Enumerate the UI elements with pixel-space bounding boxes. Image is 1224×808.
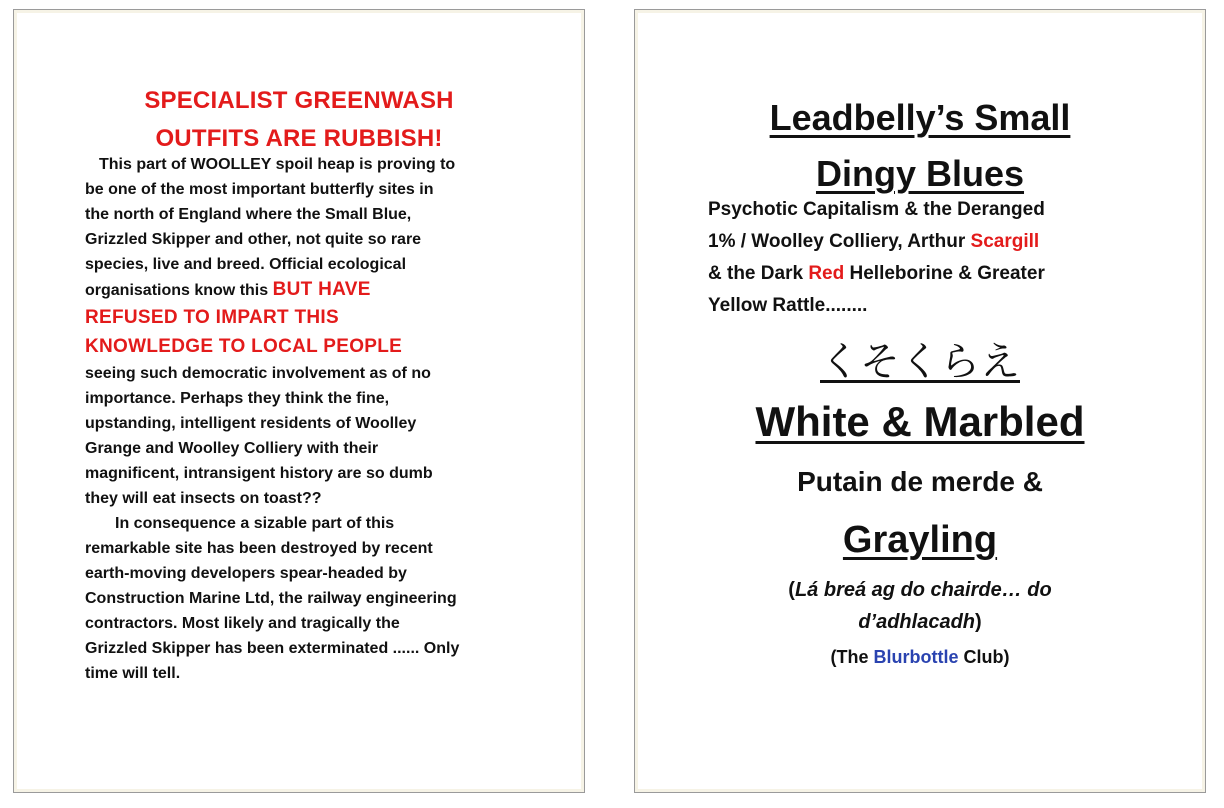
left-title xyxy=(14,82,584,158)
red-word: Red xyxy=(808,263,845,284)
grayling-text: Grayling xyxy=(842,519,998,561)
right-para-text: & the Dark xyxy=(708,263,809,284)
grayling-heading xyxy=(635,512,1205,568)
white-marbled-heading xyxy=(635,392,1205,452)
blurbottle-blue-word: Blurbottle xyxy=(873,647,959,667)
white-marbled-text: White & Marbled xyxy=(755,398,1085,445)
putain-heading: Putain de merde & xyxy=(797,466,1043,497)
para1-tail-plain: organisations know this xyxy=(85,282,273,299)
para1-rest-line: seeing such democratic involvement as of no xyxy=(85,365,431,382)
para1-rest-line: magnificent, intransigent history are so dumb xyxy=(85,465,433,482)
para1-line: be one of the most important butterfly sites in xyxy=(85,181,434,198)
japanese-heading xyxy=(635,332,1205,392)
para1-line: the north of England where the Small Blue, xyxy=(85,206,412,223)
right-title-line2: Dingy Blues xyxy=(815,153,1025,194)
red-line: KNOWLEDGE TO LOCAL PEOPLE xyxy=(85,336,403,357)
left-page xyxy=(13,9,585,793)
right-para-line: Psychotic Capitalism & the Deranged xyxy=(708,199,1045,220)
left-title-line2: OUTFITS ARE RUBBISH! xyxy=(155,125,443,152)
para1-line xyxy=(85,277,515,303)
para1-rest-line: importance. Perhaps they think the fine, xyxy=(85,390,390,407)
para2-line: remarkable site has been destroyed by recent xyxy=(85,540,433,557)
japanese-text: くそくらえ xyxy=(820,339,1020,385)
left-title-line1: SPECIALIST GREENWASH xyxy=(144,87,454,114)
right-paragraph xyxy=(708,194,1138,322)
right-para-text: Helleborine & Greater xyxy=(844,263,1045,284)
para2-line: In consequence a sizable part of this xyxy=(115,515,395,532)
para1-rest-line: Grange and Woolley Colliery with their xyxy=(85,440,379,457)
right-title xyxy=(635,90,1205,202)
right-para-line xyxy=(708,226,1138,258)
para2-line: Grizzled Skipper has been exterminated ...... Only xyxy=(85,640,460,657)
irish-close-paren: ) xyxy=(975,611,982,633)
irish-italic-2: d’adhlacadh xyxy=(858,611,976,633)
left-body-text xyxy=(85,152,515,686)
para1-tail-red: BUT HAVE xyxy=(272,279,371,300)
para1-rest-line: upstanding, intelligent residents of Woolley xyxy=(85,415,417,432)
para1-rest-line: they will eat insects on toast?? xyxy=(85,490,322,507)
irish-open-paren: ( xyxy=(788,579,795,601)
para1-line: species, live and breed. Official ecological xyxy=(85,256,407,273)
right-para-line: Yellow Rattle........ xyxy=(708,295,868,316)
club-close: Club) xyxy=(958,647,1010,667)
club-open: (The xyxy=(830,647,874,667)
right-page xyxy=(634,9,1206,793)
scargill-red-word: Scargill xyxy=(970,231,1040,252)
para2-line: Construction Marine Ltd, the railway engineering xyxy=(85,590,457,607)
para1-line: This part of WOOLLEY spoil heap is proving to xyxy=(99,156,456,173)
para2-line: contractors. Most likely and tragically the xyxy=(85,615,400,632)
irish-phrase xyxy=(725,574,1115,638)
para2-line: earth-moving developers spear-headed by xyxy=(85,565,407,582)
para1-line: Grizzled Skipper and other, not quite so rare xyxy=(85,231,422,248)
irish-italic-1: Lá breá ag do chairde… do xyxy=(794,579,1052,601)
club-line xyxy=(635,643,1205,671)
right-title-line1: Leadbelly’s Small xyxy=(769,97,1071,138)
para2-line: time will tell. xyxy=(85,665,181,682)
right-para-text: 1% / Woolley Colliery, Arthur xyxy=(708,231,971,252)
right-para-line xyxy=(708,258,1138,290)
red-line: REFUSED TO IMPART THIS xyxy=(85,307,339,328)
